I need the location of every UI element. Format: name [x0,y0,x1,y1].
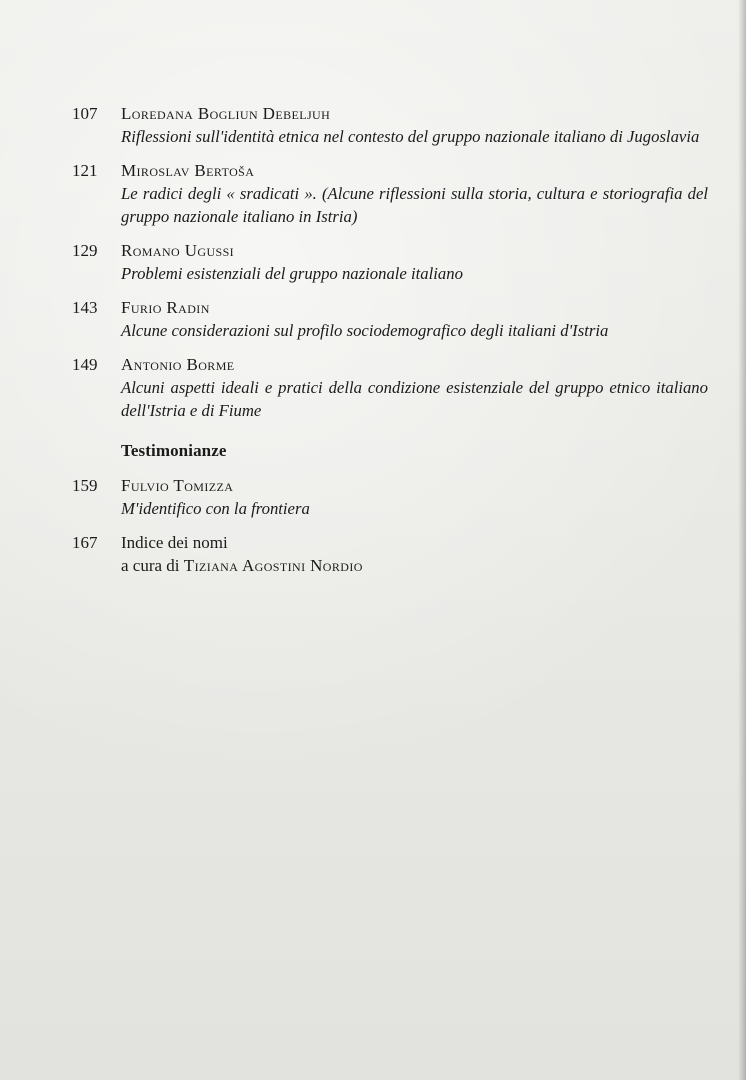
entry-title: M'identifico con la frontiera [121,499,310,518]
toc-entry [68,239,708,285]
entry-author: Loredana Bogliun Debeljuh [121,104,331,123]
curator-name: Tiziana Agostini Nordio [183,556,363,575]
entry-author: Antonio Borme [121,355,235,374]
toc-entry [68,159,708,228]
entry-title: Alcuni aspetti ideali e pratici della condizione esistenziale del gruppo etnico italiano dell'Istria e di Fiume [121,378,708,420]
page-number: 129 [72,241,98,260]
index-entry [68,531,708,577]
page-number: 167 [72,533,98,552]
page-edge-shadow [738,0,746,1080]
entry-title: Problemi esistenziali del gruppo nazionale italiano [121,264,463,283]
entry-title: Le radici degli « sradicati ». (Alcune riflessioni sulla storia, cultura e storiografia del gruppo nazionale italiano in Istria) [121,184,708,226]
entry-title: Alcune considerazioni sul profilo sociodemografico degli italiani d'Istria [121,321,609,340]
entry-author: Furio Radin [121,298,210,317]
index-curator-line [121,554,708,577]
toc-entry [68,296,708,342]
toc-entry [68,102,708,148]
page-number: 121 [72,161,98,180]
table-of-contents [68,102,708,577]
page-number: 143 [72,298,98,317]
index-title: Indice dei nomi [121,533,228,552]
entry-author: Romano Ugussi [121,241,235,260]
page-number: 107 [72,104,98,123]
section-heading: Testimonianze [121,441,227,460]
toc-entry [68,474,708,520]
page-number: 149 [72,355,98,374]
entry-author: Miroslav Bertoša [121,161,255,180]
page-number: 159 [72,476,98,495]
curator-prefix: a cura di [121,556,180,575]
entry-author: Fulvio Tomizza [121,476,234,495]
entry-title: Riflessioni sull'identità etnica nel contesto del gruppo nazionale italiano di Jugoslavia [121,127,700,146]
toc-entry [68,353,708,422]
